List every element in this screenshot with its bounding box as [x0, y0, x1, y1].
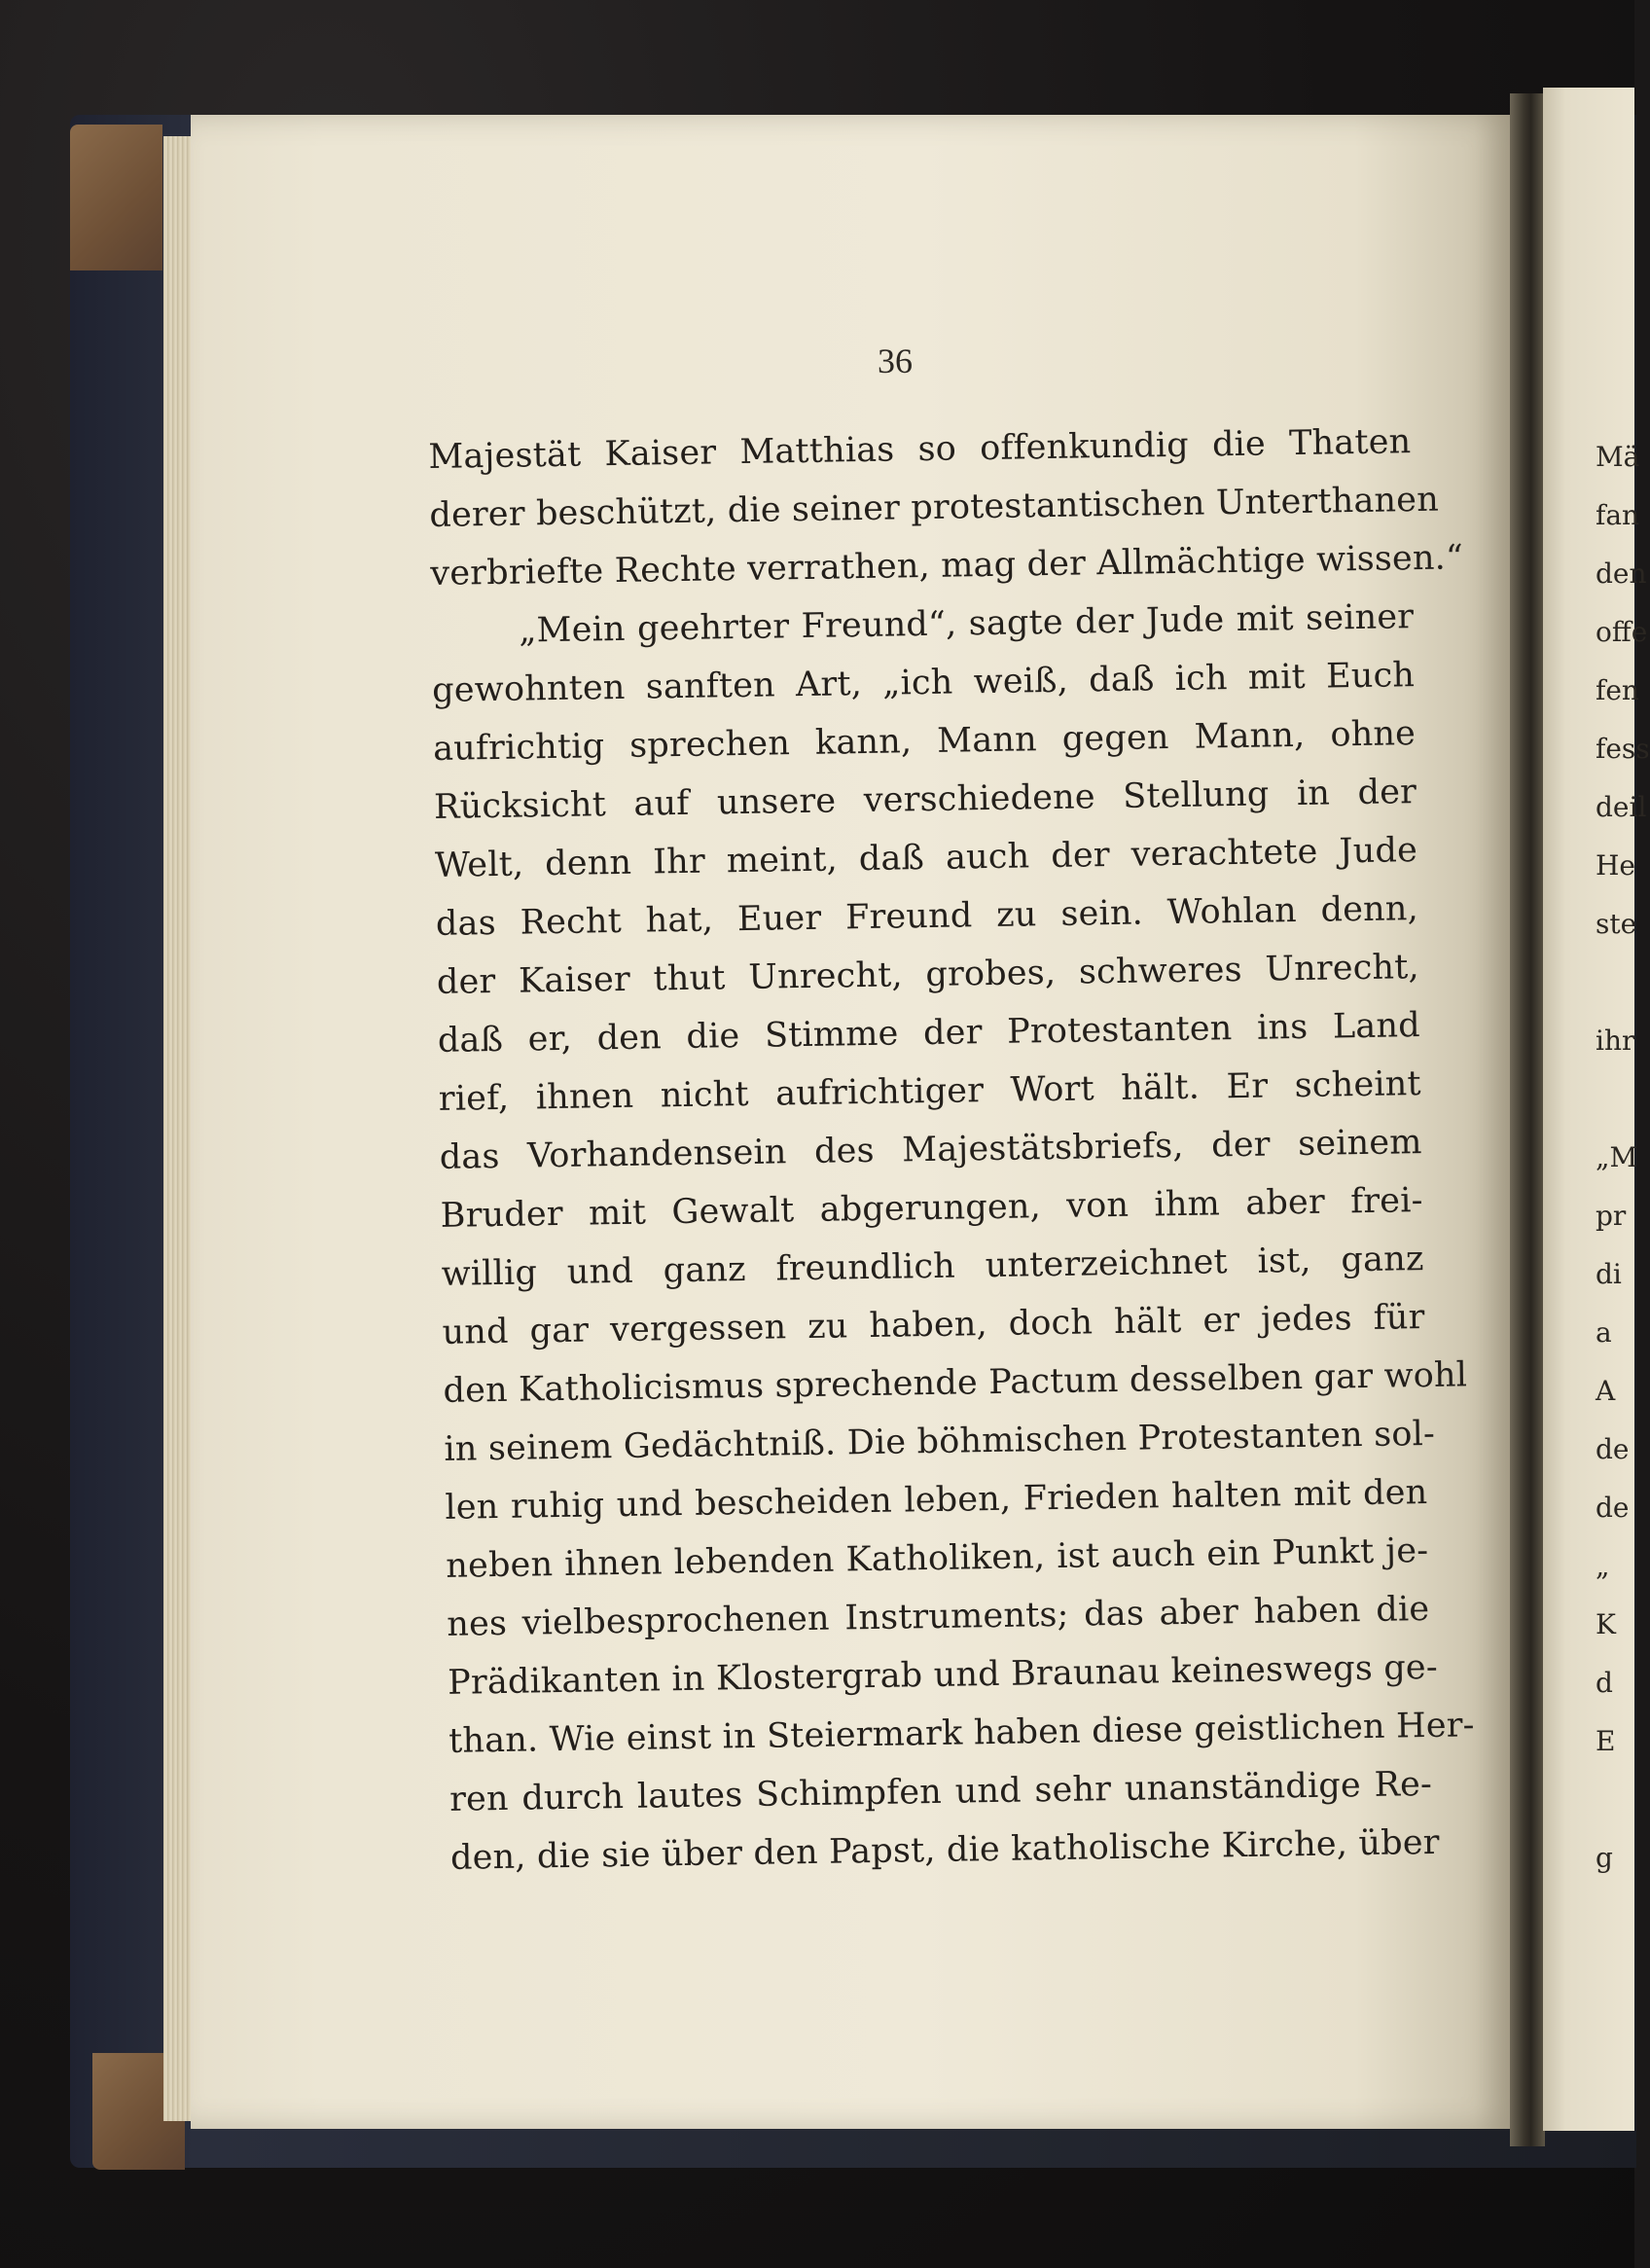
text-line: gewohnten sanften Art, „ich weiß, daß ich mit Euch — [431, 656, 1416, 710]
text-line: len ruhig und bescheiden leben, Frieden halten mit den — [445, 1473, 1428, 1528]
book-gutter — [1510, 93, 1545, 2146]
page-number: 36 — [878, 342, 913, 380]
facing-text-fragment: deil — [1596, 791, 1647, 823]
text-line: das Recht hat, Euer Freund zu sein. Wohlan denn, — [435, 889, 1419, 944]
page-text — [428, 413, 1475, 1888]
text-line: den, die sie über den Papst, die katholische Kirche, über — [449, 1822, 1440, 1878]
facing-text-fragment: a — [1596, 1316, 1612, 1349]
facing-text-fragment: fess — [1596, 733, 1650, 765]
facing-text-fragment — [1596, 954, 1634, 1012]
text-line: than. Wie einst in Steiermark haben diese geistlichen Her- — [448, 1706, 1475, 1761]
text-line: daß er, den die Stimme der Protestanten ins Land — [437, 1006, 1421, 1061]
facing-text-fragment — [1596, 1771, 1634, 1829]
facing-text-fragment: E — [1596, 1725, 1616, 1757]
facing-text-fragment: „M — [1596, 1141, 1638, 1173]
facing-text-fragment: „ — [1596, 1550, 1610, 1582]
text-line: Bruder mit Gewalt abgerungen, von ihm aber frei- — [440, 1181, 1423, 1236]
facing-text-fragment: K — [1596, 1608, 1616, 1640]
facing-text-fragment: di — [1596, 1258, 1622, 1290]
facing-text-fragment: d — [1596, 1667, 1613, 1699]
text-line: nes vielbesprochenen Instruments; das aber haben die — [447, 1589, 1430, 1644]
facing-text-fragment: He — [1596, 849, 1635, 882]
leather-corner-top — [70, 125, 162, 270]
facing-text-fragment: ihr — [1596, 1025, 1635, 1057]
text-line: Rücksicht auf unsere verschiedene Stellung in der — [433, 773, 1417, 827]
text-line: in seinem Gedächtniß. Die böhmischen Protestanten sol- — [444, 1414, 1436, 1469]
facing-text-fragment: g — [1596, 1842, 1613, 1874]
text-line: willig und ganz freundlich unterzeichnet ist, ganz — [441, 1240, 1424, 1294]
text-line: Welt, denn Ihr meint, daß auch der verachtete Jude — [434, 831, 1418, 885]
text-line: verbriefte Rechte verrathen, mag der Allmächtige wissen.“ — [430, 538, 1464, 594]
facing-text-fragment: pr — [1596, 1200, 1627, 1232]
text-line: neben ihnen lebenden Katholiken, ist auch ein Punkt je- — [446, 1530, 1429, 1586]
text-line: Majestät Kaiser Matthias so offenkundig die Thaten — [428, 422, 1412, 477]
text-line: aufrichtig sprechen kann, Mann gegen Mann, ohne — [432, 714, 1417, 769]
text-line: der Kaiser thut Unrecht, grobes, schweres Unrecht, — [436, 948, 1420, 1002]
facing-text-fragment: de — [1596, 1492, 1630, 1524]
text-line: das Vorhandensein des Majestätsbriefs, der seinem — [439, 1123, 1422, 1177]
facing-text-fragment: fen — [1596, 674, 1639, 706]
facing-text-fragment: de — [1596, 1433, 1630, 1465]
text-line: den Katholicismus sprechende Pactum desselben gar wohl — [443, 1355, 1468, 1411]
facing-text-fragment: ste — [1596, 908, 1637, 940]
text-line: ren durch lautes Schimpfen und sehr unanständige Re- — [448, 1764, 1433, 1819]
facing-text-fragment — [1596, 1070, 1634, 1129]
text-line: Prädikanten in Klostergrab und Braunau keineswegs ge- — [447, 1647, 1439, 1703]
facing-text-fragment: Mä — [1596, 441, 1640, 473]
text-line: und gar vergessen zu haben, doch hält er jedes für — [442, 1298, 1425, 1352]
text-line: derer beschützt, die seiner protestantischen Unterthanen — [429, 480, 1440, 535]
facing-text-fragment: fan — [1596, 499, 1640, 531]
facing-page-text — [1596, 428, 1650, 1888]
text-line: „Mein geehrter Freund“, sagte der Jude mit seiner — [518, 597, 1415, 651]
facing-text-fragment: offe — [1596, 616, 1648, 648]
facing-text-fragment: den — [1596, 558, 1647, 590]
facing-text-fragment: A — [1596, 1375, 1616, 1407]
text-line: rief, ihnen nicht aufrichtiger Wort hält. Er scheint — [438, 1064, 1422, 1119]
